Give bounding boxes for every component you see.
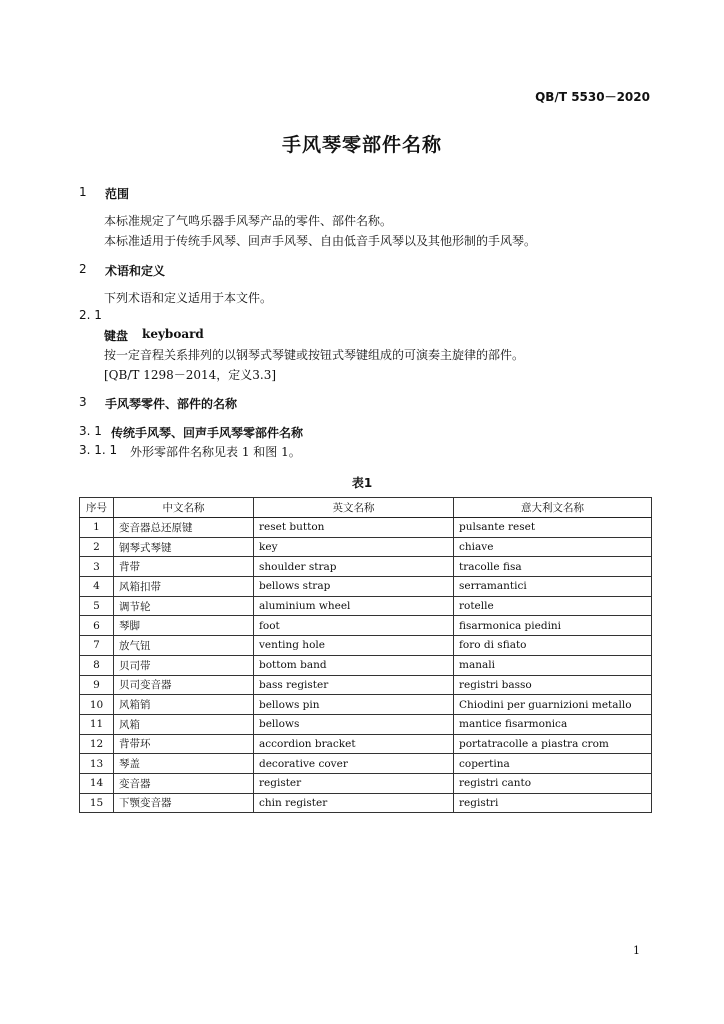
cell-italian: registri basso <box>454 675 652 695</box>
cell-index: 11 <box>80 714 114 734</box>
table-row <box>80 577 652 597</box>
cell-index: 12 <box>80 734 114 754</box>
section-1-paragraph-2: 本标准适用于传统手风琴、回声手风琴、自由低音手风琴以及其他形制的手风琴。 <box>104 234 537 248</box>
term-en: keyboard <box>142 327 204 341</box>
cell-chinese: 风箱销 <box>114 695 254 715</box>
cell-italian: pulsante reset <box>454 518 652 538</box>
cell-english: venting hole <box>254 636 454 656</box>
page-number: 1 <box>633 944 640 957</box>
cell-english: accordion bracket <box>254 734 454 754</box>
cell-italian: Chiodini per guarnizioni metallo <box>454 695 652 715</box>
cell-index: 10 <box>80 695 114 715</box>
cell-chinese: 背带 <box>114 557 254 577</box>
table-row <box>80 675 652 695</box>
cell-english: foot <box>254 616 454 636</box>
section-3-number: 3 <box>79 395 87 409</box>
cell-chinese: 琴脚 <box>114 616 254 636</box>
cell-index: 6 <box>80 616 114 636</box>
table-row <box>80 557 652 577</box>
table-row <box>80 695 652 715</box>
table-row <box>80 714 652 734</box>
table-row <box>80 773 652 793</box>
table-row <box>80 734 652 754</box>
section-3-title: 手风琴零件、部件的名称 <box>105 397 238 411</box>
parts-table <box>79 497 652 813</box>
table-row <box>80 537 652 557</box>
cell-english: bottom band <box>254 655 454 675</box>
cell-english: bass register <box>254 675 454 695</box>
cell-chinese: 贝司变音器 <box>114 675 254 695</box>
cell-index: 4 <box>80 577 114 597</box>
table-row <box>80 596 652 616</box>
term-definition: 按一定音程关系排列的以钢琴式琴键或按钮式琴键组成的可演奏主旋律的部件。 <box>104 348 525 362</box>
cell-index: 7 <box>80 636 114 656</box>
cell-chinese: 放气钮 <box>114 636 254 656</box>
cell-chinese: 下颚变音器 <box>114 793 254 813</box>
cell-english: register <box>254 773 454 793</box>
cell-italian: manali <box>454 655 652 675</box>
cell-chinese: 变音器总还原键 <box>114 518 254 538</box>
cell-english: bellows strap <box>254 577 454 597</box>
cell-chinese: 风箱扣带 <box>114 577 254 597</box>
cell-italian: mantice fisarmonica <box>454 714 652 734</box>
cell-italian: fisarmonica piedini <box>454 616 652 636</box>
section-2-number: 2 <box>79 262 87 276</box>
cell-chinese: 调节轮 <box>114 596 254 616</box>
cell-english: aluminium wheel <box>254 596 454 616</box>
cell-english: shoulder strap <box>254 557 454 577</box>
cell-english: key <box>254 537 454 557</box>
section-2-title: 术语和定义 <box>105 264 166 278</box>
section-1-paragraph-1: 本标准规定了气鸣乐器手风琴产品的零件、部件名称。 <box>104 214 393 228</box>
cell-index: 15 <box>80 793 114 813</box>
cell-italian: rotelle <box>454 596 652 616</box>
cell-italian: chiave <box>454 537 652 557</box>
section-1-number: 1 <box>79 185 87 199</box>
section-3-1-1-text: 外形零部件名称见表 1 和图 1。 <box>130 445 301 459</box>
cell-index: 2 <box>80 537 114 557</box>
cell-italian: registri <box>454 793 652 813</box>
section-1-title: 范围 <box>105 187 130 201</box>
term-cn: 键盘 <box>104 329 129 343</box>
table-caption: 表1 <box>351 476 373 490</box>
table-row <box>80 636 652 656</box>
section-2-paragraph: 下列术语和定义适用于本文件。 <box>104 291 273 305</box>
cell-italian: portatracolle a piastra crom <box>454 734 652 754</box>
cell-chinese: 风箱 <box>114 714 254 734</box>
table-row <box>80 616 652 636</box>
cell-english: reset button <box>254 518 454 538</box>
section-2-1-number: 2. 1 <box>79 308 102 322</box>
header-chinese-name: 中文名称 <box>114 498 254 518</box>
table-row <box>80 793 652 813</box>
cell-chinese: 变音器 <box>114 773 254 793</box>
term-reference: [QB/T 1298－2014，定义3.3] <box>104 368 277 382</box>
header-italian-name: 意大利文名称 <box>454 498 652 518</box>
cell-italian: foro di sfiato <box>454 636 652 656</box>
section-3-1-number: 3. 1 <box>79 424 102 438</box>
cell-index: 8 <box>80 655 114 675</box>
cell-index: 9 <box>80 675 114 695</box>
section-3-1-1-number: 3. 1. 1 <box>79 443 118 457</box>
cell-italian: serramantici <box>454 577 652 597</box>
cell-index: 5 <box>80 596 114 616</box>
cell-english: chin register <box>254 793 454 813</box>
table-row <box>80 754 652 774</box>
cell-english: bellows <box>254 714 454 734</box>
table-header-row <box>80 498 652 518</box>
cell-italian: tracolle fisa <box>454 557 652 577</box>
document-title: 手风琴零部件名称 <box>281 134 442 156</box>
cell-italian: registri canto <box>454 773 652 793</box>
cell-chinese: 琴盖 <box>114 754 254 774</box>
cell-chinese: 钢琴式琴键 <box>114 537 254 557</box>
header-index: 序号 <box>80 498 114 518</box>
header-english-name: 英文名称 <box>254 498 454 518</box>
cell-index: 1 <box>80 518 114 538</box>
table-row <box>80 655 652 675</box>
standard-code: QB/T 5530－2020 <box>535 90 650 104</box>
cell-index: 3 <box>80 557 114 577</box>
table-row <box>80 518 652 538</box>
cell-index: 14 <box>80 773 114 793</box>
cell-chinese: 背带环 <box>114 734 254 754</box>
cell-chinese: 贝司带 <box>114 655 254 675</box>
cell-english: decorative cover <box>254 754 454 774</box>
cell-english: bellows pin <box>254 695 454 715</box>
section-3-1-title: 传统手风琴、回声手风琴零部件名称 <box>111 426 304 440</box>
cell-index: 13 <box>80 754 114 774</box>
cell-italian: copertina <box>454 754 652 774</box>
